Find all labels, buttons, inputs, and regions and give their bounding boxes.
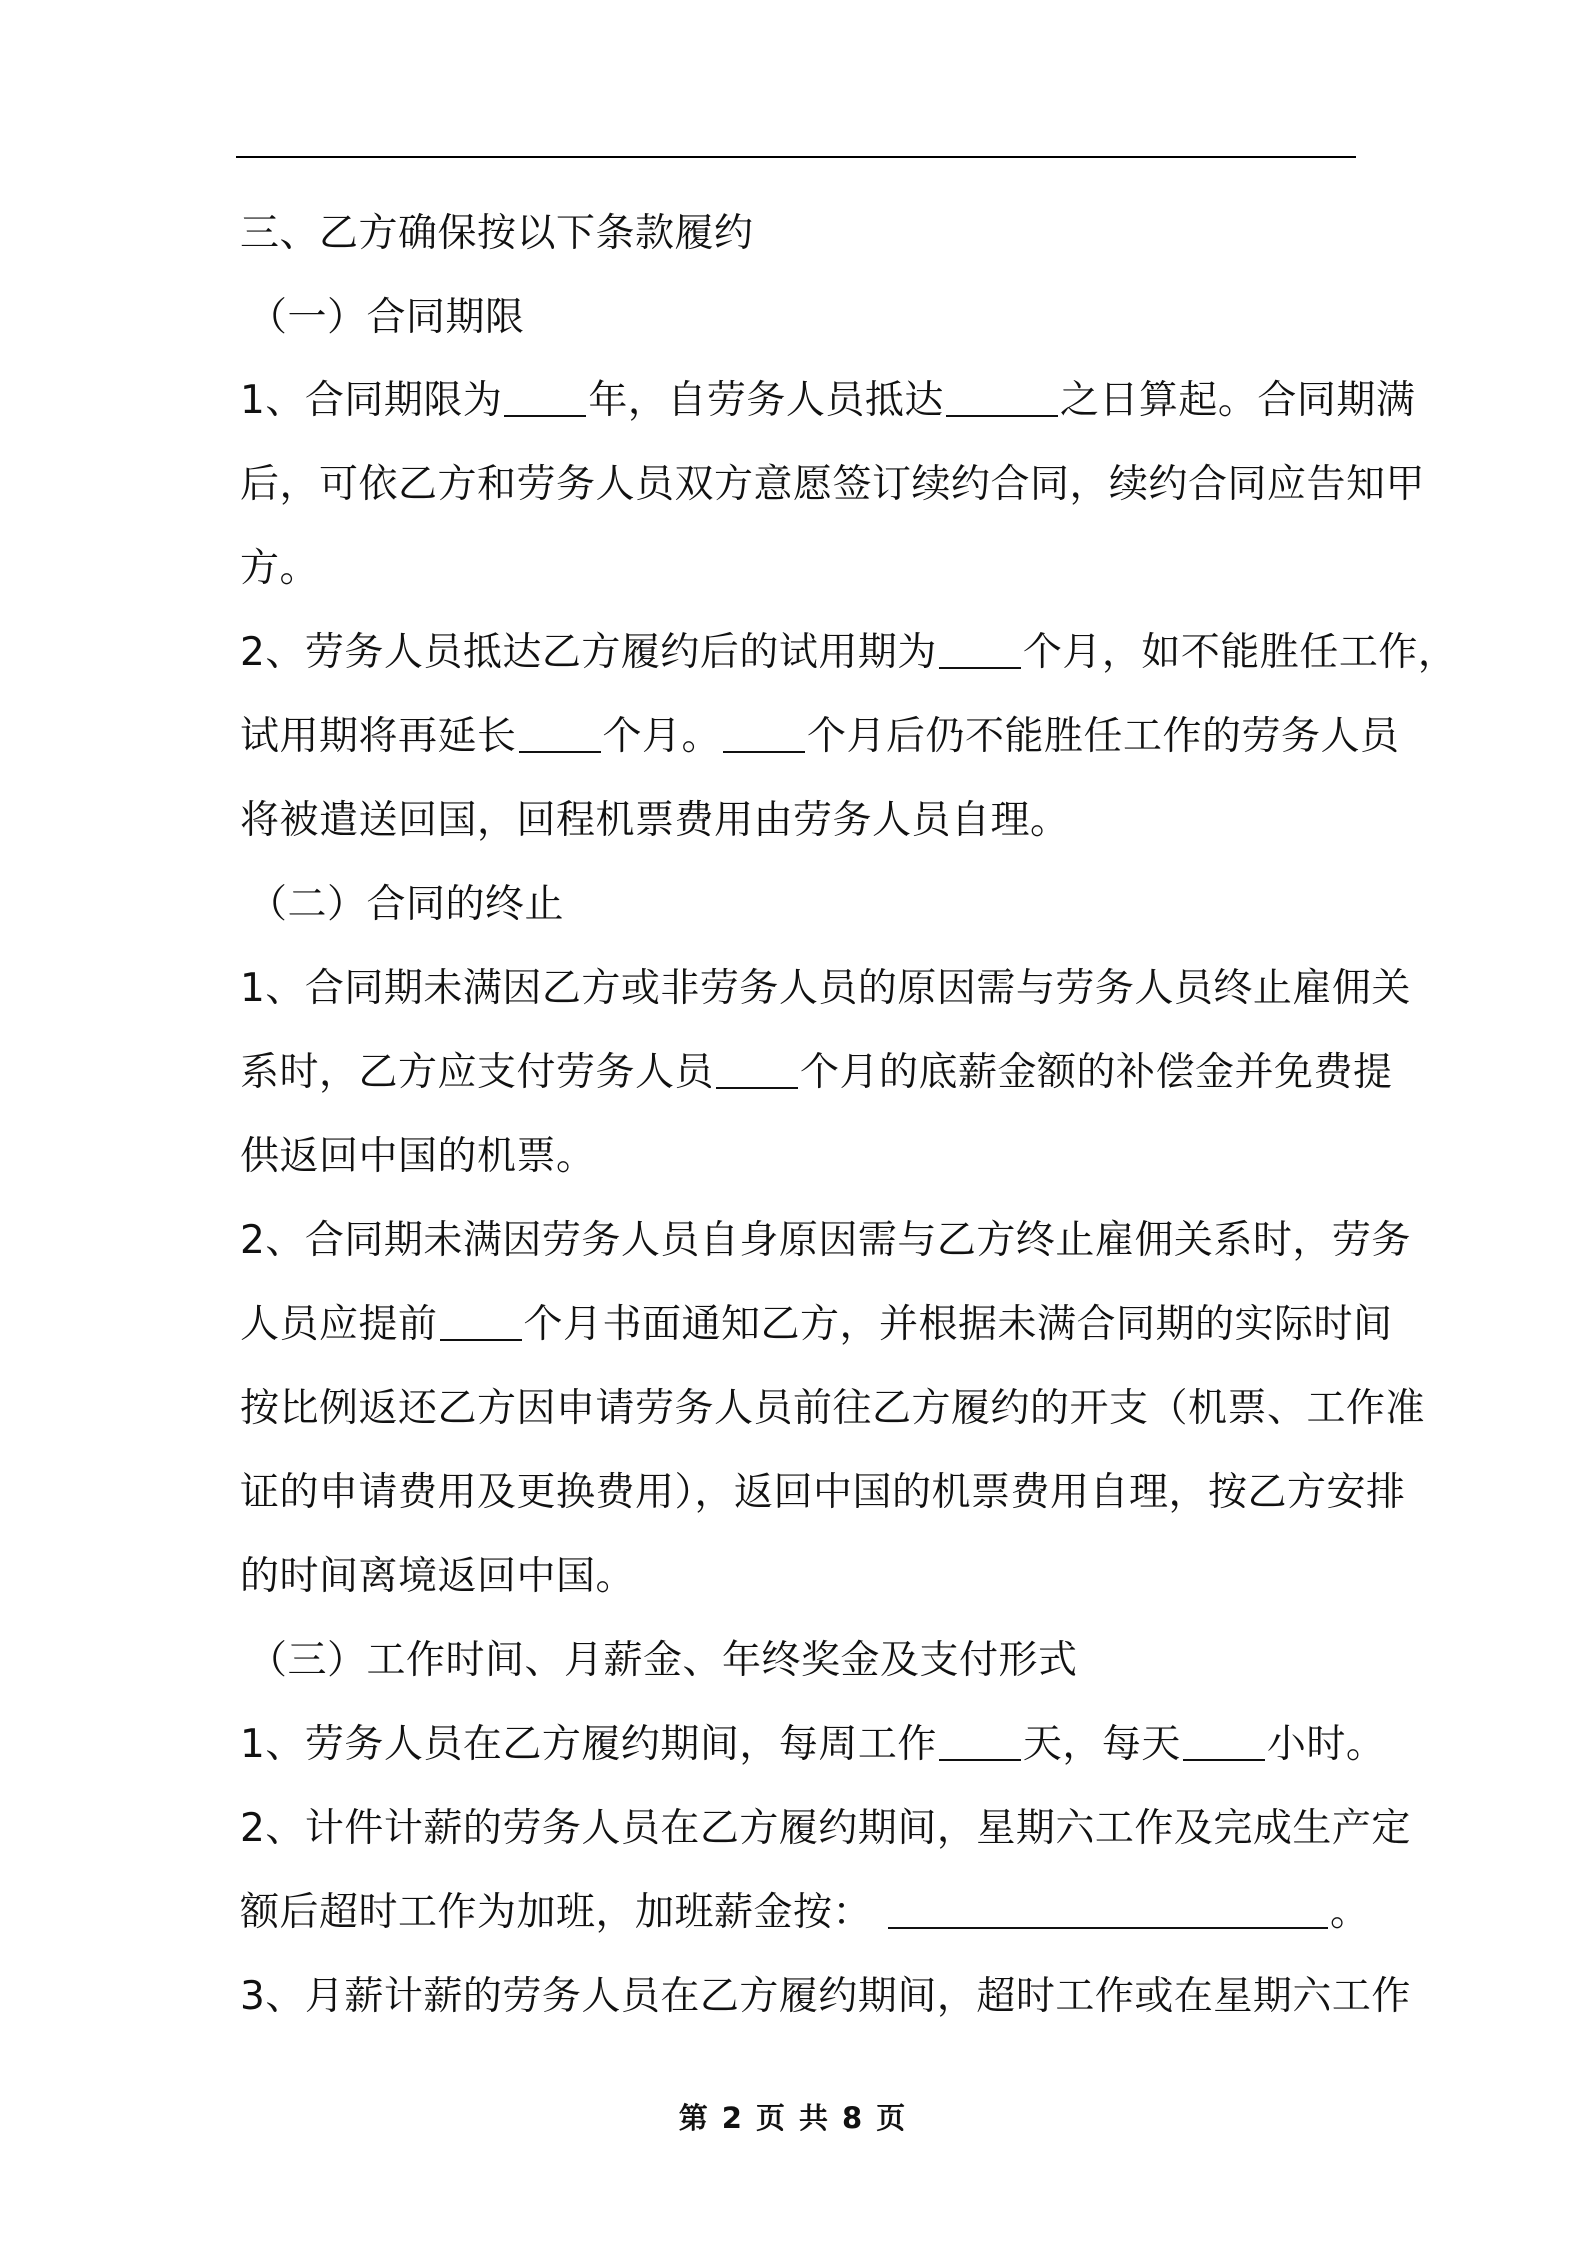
- subsection-title-work-time: （三）工作时间、月薪金、年终奖金及支付形式: [248, 1638, 1078, 1683]
- paragraph-line: 按比例返还乙方因申请劳务人员前往乙方履约的开支（机票、工作准: [240, 1386, 1426, 1431]
- fill-blank-probation: [939, 629, 1021, 669]
- header-divider: [236, 156, 1356, 158]
- section-title: 三、乙方确保按以下条款履约: [240, 211, 754, 256]
- paragraph-line: 3、月薪计薪的劳务人员在乙方履约期间，超时工作或在星期六工作: [240, 1974, 1411, 2019]
- paragraph-line: 2、计件计薪的劳务人员在乙方履约期间，星期六工作及完成生产定: [240, 1806, 1411, 1851]
- subsection-title-termination: （二）合同的终止: [248, 882, 565, 927]
- paragraph-line: 系时，乙方应支付劳务人员 个月的底薪金额的补偿金并免费提: [240, 1050, 1393, 1095]
- fill-blank-compensation: [716, 1049, 798, 1089]
- paragraph-line: 额后超时工作为加班，加班薪金按： 。: [240, 1890, 1370, 1935]
- fill-blank-years: [504, 377, 586, 417]
- paragraph-line: 的时间离境返回中国。: [240, 1554, 636, 1599]
- paragraph-line: 1、合同期限为 年，自劳务人员抵达 之日算起。合同期满: [240, 378, 1416, 423]
- fill-blank-overtime-rate: [888, 1889, 1328, 1929]
- paragraph-line: 1、合同期未满因乙方或非劳务人员的原因需与劳务人员终止雇佣关: [240, 966, 1411, 1011]
- paragraph-line: 1、劳务人员在乙方履约期间，每周工作 天，每天 小时。: [240, 1722, 1386, 1767]
- subsection-title-term: （一）合同期限: [248, 295, 525, 340]
- paragraph-line: 试用期将再延长 个月。 个月后仍不能胜任工作的劳务人员: [240, 714, 1400, 759]
- paragraph-line: 将被遣送回国，回程机票费用由劳务人员自理。: [240, 798, 1070, 843]
- paragraph-line: 2、合同期未满因劳务人员自身原因需与乙方终止雇佣关系时，劳务: [240, 1218, 1411, 1263]
- paragraph-line: 方。: [240, 546, 320, 591]
- fill-blank-extension: [519, 713, 601, 753]
- paragraph-line: 后，可依乙方和劳务人员双方意愿签订续约合同，续约合同应告知甲: [240, 462, 1426, 507]
- fill-blank-days: [939, 1721, 1021, 1761]
- page-number: 第 2 页 共 8 页: [678, 2101, 908, 2135]
- paragraph-line: 2、劳务人员抵达乙方履约后的试用期为 个月，如不能胜任工作，: [240, 630, 1458, 675]
- paragraph-line: 人员应提前 个月书面通知乙方，并根据未满合同期的实际时间: [240, 1302, 1393, 1347]
- fill-blank-notice: [440, 1301, 522, 1341]
- fill-blank-hours: [1183, 1721, 1265, 1761]
- fill-blank-arrival: [946, 377, 1058, 417]
- paragraph-line: 供返回中国的机票。: [240, 1134, 596, 1179]
- paragraph-line: 证的申请费用及更换费用），返回中国的机票费用自理，按乙方安排: [240, 1470, 1406, 1515]
- fill-blank-months: [723, 713, 805, 753]
